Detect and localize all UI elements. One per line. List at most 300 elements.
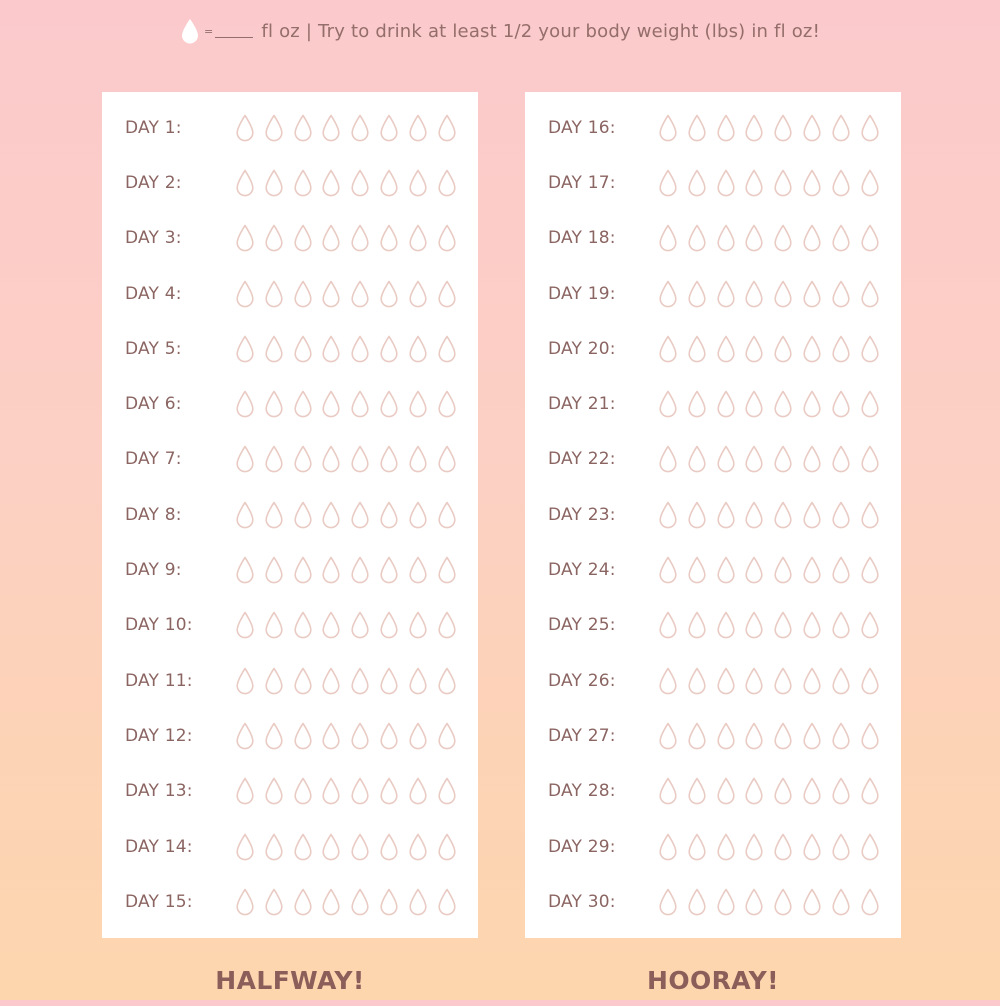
water-drop-icon[interactable] xyxy=(321,721,341,751)
water-drop-icon[interactable] xyxy=(773,721,793,751)
water-drop-icon[interactable] xyxy=(744,721,764,751)
water-drop-icon[interactable] xyxy=(350,334,370,364)
water-drop-icon[interactable] xyxy=(716,223,736,253)
water-drop-icon[interactable] xyxy=(744,389,764,419)
water-drop-icon[interactable] xyxy=(687,334,707,364)
water-drop-icon[interactable] xyxy=(264,168,284,198)
water-drop-icon[interactable] xyxy=(408,500,428,530)
water-drop-icon[interactable] xyxy=(831,666,851,696)
day-row xyxy=(525,211,901,266)
water-drop-icon[interactable] xyxy=(293,832,313,862)
water-drop-icon[interactable] xyxy=(716,721,736,751)
water-drop-icon[interactable] xyxy=(350,555,370,585)
day-label: DAY 21: xyxy=(548,394,616,415)
water-drop-icon[interactable] xyxy=(264,334,284,364)
water-drop-icon[interactable] xyxy=(831,334,851,364)
day-row xyxy=(525,653,901,708)
water-drop-icon[interactable] xyxy=(437,887,457,917)
day-label: DAY 18: xyxy=(548,228,616,249)
water-drop-icon[interactable] xyxy=(379,279,399,309)
water-drop-icon[interactable] xyxy=(687,555,707,585)
drop-tracker xyxy=(235,223,460,253)
water-drop-icon[interactable] xyxy=(408,168,428,198)
drop-tracker xyxy=(658,610,883,640)
day-row xyxy=(525,377,901,432)
water-drop-icon[interactable] xyxy=(860,776,880,806)
water-drop-icon[interactable] xyxy=(321,389,341,419)
water-drop-icon[interactable] xyxy=(658,279,678,309)
water-drop-icon[interactable] xyxy=(321,334,341,364)
days-panel-16-30 xyxy=(525,92,901,938)
water-drop-icon[interactable] xyxy=(293,334,313,364)
water-drop-icon[interactable] xyxy=(321,776,341,806)
water-drop-icon[interactable] xyxy=(687,721,707,751)
water-drop-icon[interactable] xyxy=(860,168,880,198)
water-drop-icon[interactable] xyxy=(350,500,370,530)
water-drop-icon[interactable] xyxy=(350,832,370,862)
water-drop-icon[interactable] xyxy=(773,610,793,640)
drop-tracker xyxy=(235,887,460,917)
drop-tracker xyxy=(658,334,883,364)
water-drop-icon[interactable] xyxy=(264,666,284,696)
water-drop-icon[interactable] xyxy=(437,113,457,143)
water-drop-icon[interactable] xyxy=(321,113,341,143)
water-drop-icon[interactable] xyxy=(379,389,399,419)
water-drop-icon[interactable] xyxy=(687,776,707,806)
water-drop-icon[interactable] xyxy=(716,279,736,309)
drop-tracker xyxy=(658,113,883,143)
water-drop-icon[interactable] xyxy=(831,223,851,253)
day-label: DAY 26: xyxy=(548,670,616,691)
water-drop-icon[interactable] xyxy=(264,389,284,419)
water-drop-icon[interactable] xyxy=(350,444,370,474)
water-drop-icon[interactable] xyxy=(264,610,284,640)
water-drop-icon[interactable] xyxy=(350,666,370,696)
water-drop-icon[interactable] xyxy=(293,389,313,419)
water-drop-icon[interactable] xyxy=(321,500,341,530)
water-drop-icon[interactable] xyxy=(744,168,764,198)
water-drop-icon[interactable] xyxy=(831,555,851,585)
water-drop-icon[interactable] xyxy=(773,500,793,530)
water-drop-icon[interactable] xyxy=(860,721,880,751)
water-drop-icon[interactable] xyxy=(687,223,707,253)
water-drop-icon[interactable] xyxy=(658,666,678,696)
water-drop-icon[interactable] xyxy=(235,666,255,696)
water-drop-icon[interactable] xyxy=(379,223,399,253)
water-drop-icon[interactable] xyxy=(687,666,707,696)
water-drop-icon[interactable] xyxy=(350,721,370,751)
drop-tracker xyxy=(235,500,460,530)
water-drop-icon[interactable] xyxy=(716,113,736,143)
water-drop-icon[interactable] xyxy=(408,113,428,143)
day-label: DAY 15: xyxy=(125,891,193,912)
water-drop-icon[interactable] xyxy=(658,389,678,419)
water-drop-icon[interactable] xyxy=(437,500,457,530)
water-drop-icon[interactable] xyxy=(773,223,793,253)
day-label: DAY 20: xyxy=(548,338,616,359)
water-drop-icon[interactable] xyxy=(831,444,851,474)
water-drop-icon[interactable] xyxy=(379,334,399,364)
water-drop-icon[interactable] xyxy=(379,168,399,198)
water-drop-icon[interactable] xyxy=(716,168,736,198)
water-drop-icon[interactable] xyxy=(293,113,313,143)
water-drop-icon[interactable] xyxy=(860,334,880,364)
water-drop-icon[interactable] xyxy=(321,555,341,585)
water-drop-icon[interactable] xyxy=(235,168,255,198)
water-drop-icon[interactable] xyxy=(293,223,313,253)
equals-sign: = xyxy=(204,24,214,38)
day-label: DAY 25: xyxy=(548,615,616,636)
day-label: DAY 4: xyxy=(125,283,182,304)
water-drop-icon[interactable] xyxy=(293,666,313,696)
water-drop-icon[interactable] xyxy=(860,444,880,474)
water-drop-icon[interactable] xyxy=(350,887,370,917)
drop-tracker xyxy=(658,666,883,696)
water-drop-icon[interactable] xyxy=(773,168,793,198)
water-drop-icon[interactable] xyxy=(773,555,793,585)
hooray-label: HOORAY! xyxy=(647,966,779,995)
water-drop-icon[interactable] xyxy=(744,223,764,253)
instruction-text: fl oz | Try to drink at least 1/2 your body weight (lbs) in fl oz! xyxy=(261,20,820,42)
water-drop-icon[interactable] xyxy=(350,610,370,640)
water-drop-icon[interactable] xyxy=(744,610,764,640)
ounces-blank-line[interactable] xyxy=(215,25,253,38)
water-drop-icon[interactable] xyxy=(773,776,793,806)
day-row xyxy=(525,819,901,874)
water-drop-icon[interactable] xyxy=(437,776,457,806)
water-drop-icon[interactable] xyxy=(716,610,736,640)
water-drop-icon[interactable] xyxy=(802,334,822,364)
water-drop-icon[interactable] xyxy=(831,721,851,751)
day-row xyxy=(525,266,901,321)
drop-tracker xyxy=(235,721,460,751)
water-drop-icon[interactable] xyxy=(264,279,284,309)
water-drop-icon[interactable] xyxy=(235,444,255,474)
water-drop-icon[interactable] xyxy=(773,113,793,143)
water-drop-icon[interactable] xyxy=(321,168,341,198)
water-drop-icon[interactable] xyxy=(408,389,428,419)
water-drop-icon[interactable] xyxy=(831,832,851,862)
drop-tracker xyxy=(235,832,460,862)
water-drop-icon[interactable] xyxy=(860,887,880,917)
water-drop-icon[interactable] xyxy=(235,610,255,640)
day-label: DAY 2: xyxy=(125,172,182,193)
water-drop-icon[interactable] xyxy=(658,887,678,917)
day-row xyxy=(102,542,478,597)
water-drop-icon[interactable] xyxy=(831,776,851,806)
water-drop-icon[interactable] xyxy=(831,113,851,143)
water-drop-icon[interactable] xyxy=(802,279,822,309)
water-drop-icon[interactable] xyxy=(235,113,255,143)
water-drop-icon[interactable] xyxy=(802,776,822,806)
water-drop-icon[interactable] xyxy=(235,223,255,253)
water-drop-icon[interactable] xyxy=(321,832,341,862)
water-drop-icon[interactable] xyxy=(658,721,678,751)
water-drop-icon[interactable] xyxy=(408,666,428,696)
water-drop-icon[interactable] xyxy=(293,444,313,474)
water-drop-icon[interactable] xyxy=(321,444,341,474)
water-drop-icon[interactable] xyxy=(744,279,764,309)
water-drop-icon[interactable] xyxy=(860,610,880,640)
drop-tracker xyxy=(235,610,460,640)
water-drop-icon[interactable] xyxy=(437,223,457,253)
water-drop-icon[interactable] xyxy=(658,500,678,530)
water-drop-icon[interactable] xyxy=(379,555,399,585)
day-row xyxy=(102,764,478,819)
water-drop-icon[interactable] xyxy=(658,776,678,806)
water-drop-icon[interactable] xyxy=(716,832,736,862)
water-drop-icon[interactable] xyxy=(716,389,736,419)
day-label: DAY 23: xyxy=(548,504,616,525)
water-drop-icon[interactable] xyxy=(235,334,255,364)
water-drop-icon[interactable] xyxy=(860,500,880,530)
water-drop-icon[interactable] xyxy=(264,832,284,862)
water-drop-icon[interactable] xyxy=(744,113,764,143)
day-label: DAY 12: xyxy=(125,725,193,746)
water-drop-icon[interactable] xyxy=(802,610,822,640)
water-drop-icon[interactable] xyxy=(293,279,313,309)
water-drop-icon[interactable] xyxy=(802,389,822,419)
water-drop-icon[interactable] xyxy=(744,776,764,806)
water-drop-icon[interactable] xyxy=(773,887,793,917)
water-drop-icon[interactable] xyxy=(437,666,457,696)
day-row xyxy=(525,155,901,210)
water-drop-icon[interactable] xyxy=(408,334,428,364)
water-drop-icon[interactable] xyxy=(321,887,341,917)
water-drop-icon[interactable] xyxy=(321,666,341,696)
water-drop-icon[interactable] xyxy=(235,279,255,309)
water-drop-icon[interactable] xyxy=(379,666,399,696)
water-drop-icon[interactable] xyxy=(293,168,313,198)
water-drop-icon[interactable] xyxy=(716,555,736,585)
drop-tracker xyxy=(235,444,460,474)
water-drop-icon[interactable] xyxy=(379,776,399,806)
water-drop-icon[interactable] xyxy=(716,887,736,917)
water-drop-icon[interactable] xyxy=(831,279,851,309)
day-row xyxy=(525,100,901,155)
day-row xyxy=(525,542,901,597)
day-row xyxy=(525,487,901,542)
water-drop-icon[interactable] xyxy=(408,279,428,309)
day-label: DAY 6: xyxy=(125,394,182,415)
day-row xyxy=(525,874,901,929)
water-drop-icon[interactable] xyxy=(773,666,793,696)
water-drop-icon[interactable] xyxy=(658,444,678,474)
drop-tracker xyxy=(658,887,883,917)
water-drop-icon[interactable] xyxy=(744,555,764,585)
water-drop-icon[interactable] xyxy=(687,279,707,309)
water-drop-icon[interactable] xyxy=(860,279,880,309)
drop-tracker xyxy=(658,500,883,530)
day-row xyxy=(525,764,901,819)
water-drop-icon[interactable] xyxy=(716,334,736,364)
day-row xyxy=(102,432,478,487)
water-drop-icon[interactable] xyxy=(744,832,764,862)
water-drop-icon[interactable] xyxy=(658,223,678,253)
days-panel-1-15 xyxy=(102,92,478,938)
water-drop-icon[interactable] xyxy=(831,168,851,198)
water-drop-icon[interactable] xyxy=(379,500,399,530)
water-drop-icon[interactable] xyxy=(350,223,370,253)
water-drop-icon[interactable] xyxy=(744,666,764,696)
water-drop-icon[interactable] xyxy=(408,776,428,806)
water-drop-icon[interactable] xyxy=(860,555,880,585)
day-row xyxy=(102,155,478,210)
water-drop-icon[interactable] xyxy=(350,776,370,806)
water-drop-icon[interactable] xyxy=(379,113,399,143)
water-drop-icon[interactable] xyxy=(235,887,255,917)
water-drop-icon[interactable] xyxy=(831,389,851,419)
water-drop-icon[interactable] xyxy=(687,389,707,419)
water-drop-icon[interactable] xyxy=(716,776,736,806)
water-drop-icon[interactable] xyxy=(235,389,255,419)
day-label: DAY 27: xyxy=(548,725,616,746)
water-drop-icon[interactable] xyxy=(408,223,428,253)
drop-tracker xyxy=(235,555,460,585)
water-drop-icon[interactable] xyxy=(860,113,880,143)
water-drop-icon[interactable] xyxy=(408,610,428,640)
water-drop-icon[interactable] xyxy=(437,444,457,474)
water-drop-icon[interactable] xyxy=(437,279,457,309)
water-drop-icon[interactable] xyxy=(408,832,428,862)
drop-tracker xyxy=(658,721,883,751)
water-drop-icon[interactable] xyxy=(408,555,428,585)
water-drop-icon[interactable] xyxy=(802,500,822,530)
day-row xyxy=(102,874,478,929)
drop-tracker xyxy=(658,776,883,806)
water-drop-icon[interactable] xyxy=(802,168,822,198)
water-drop-icon[interactable] xyxy=(408,887,428,917)
water-drop-icon[interactable] xyxy=(802,555,822,585)
water-drop-icon[interactable] xyxy=(293,610,313,640)
water-drop-icon[interactable] xyxy=(687,444,707,474)
water-drop-icon[interactable] xyxy=(860,666,880,696)
water-drop-icon[interactable] xyxy=(235,776,255,806)
water-drop-icon[interactable] xyxy=(293,776,313,806)
water-drop-icon[interactable] xyxy=(264,223,284,253)
water-drop-icon[interactable] xyxy=(802,223,822,253)
water-drop-icon[interactable] xyxy=(744,334,764,364)
water-drop-icon[interactable] xyxy=(658,168,678,198)
water-drop-icon[interactable] xyxy=(264,776,284,806)
water-drop-icon[interactable] xyxy=(802,721,822,751)
water-drop-icon[interactable] xyxy=(831,500,851,530)
water-drop-icon[interactable] xyxy=(773,334,793,364)
drop-tracker xyxy=(235,279,460,309)
water-drop-icon[interactable] xyxy=(658,113,678,143)
water-drop-icon[interactable] xyxy=(658,610,678,640)
water-drop-icon[interactable] xyxy=(687,832,707,862)
day-label: DAY 7: xyxy=(125,449,182,470)
water-drop-icon[interactable] xyxy=(379,610,399,640)
water-drop-icon[interactable] xyxy=(437,832,457,862)
water-drop-icon[interactable] xyxy=(687,113,707,143)
day-row xyxy=(525,708,901,763)
water-drop-icon[interactable] xyxy=(716,444,736,474)
water-drop-icon[interactable] xyxy=(408,444,428,474)
day-label: DAY 17: xyxy=(548,172,616,193)
water-drop-icon[interactable] xyxy=(437,334,457,364)
water-drop-icon[interactable] xyxy=(658,832,678,862)
water-drop-icon[interactable] xyxy=(379,721,399,751)
day-row xyxy=(102,487,478,542)
water-drop-icon[interactable] xyxy=(437,555,457,585)
day-row xyxy=(102,266,478,321)
water-drop-icon[interactable] xyxy=(235,832,255,862)
water-drop-icon[interactable] xyxy=(773,444,793,474)
water-drop-icon[interactable] xyxy=(408,721,428,751)
water-drop-icon[interactable] xyxy=(293,555,313,585)
water-drop-icon[interactable] xyxy=(321,610,341,640)
water-drop-icon[interactable] xyxy=(716,500,736,530)
water-drop-icon[interactable] xyxy=(860,389,880,419)
day-label: DAY 22: xyxy=(548,449,616,470)
water-drop-icon[interactable] xyxy=(687,168,707,198)
water-drop-icon[interactable] xyxy=(687,500,707,530)
water-drop-icon[interactable] xyxy=(350,113,370,143)
water-drop-icon[interactable] xyxy=(802,444,822,474)
water-drop-icon[interactable] xyxy=(264,887,284,917)
water-drop-icon[interactable] xyxy=(744,444,764,474)
water-drop-icon[interactable] xyxy=(350,279,370,309)
water-drop-icon[interactable] xyxy=(235,721,255,751)
day-row xyxy=(102,653,478,708)
day-row xyxy=(102,211,478,266)
water-drop-icon[interactable] xyxy=(379,887,399,917)
water-drop-icon[interactable] xyxy=(321,279,341,309)
water-drop-icon[interactable] xyxy=(802,887,822,917)
water-drop-icon[interactable] xyxy=(716,666,736,696)
water-drop-icon[interactable] xyxy=(437,168,457,198)
water-drop-icon[interactable] xyxy=(437,721,457,751)
water-drop-icon[interactable] xyxy=(293,721,313,751)
water-drop-icon[interactable] xyxy=(802,666,822,696)
water-drop-icon[interactable] xyxy=(773,832,793,862)
water-drop-icon[interactable] xyxy=(687,887,707,917)
water-drop-icon[interactable] xyxy=(235,555,255,585)
water-drop-icon[interactable] xyxy=(744,500,764,530)
water-drop-icon[interactable] xyxy=(773,279,793,309)
water-drop-icon[interactable] xyxy=(658,334,678,364)
water-drop-icon[interactable] xyxy=(744,887,764,917)
water-drop-icon[interactable] xyxy=(264,444,284,474)
water-drop-icon[interactable] xyxy=(860,832,880,862)
water-drop-icon[interactable] xyxy=(264,721,284,751)
water-drop-icon[interactable] xyxy=(293,887,313,917)
water-drop-icon[interactable] xyxy=(658,555,678,585)
water-drop-icon[interactable] xyxy=(379,444,399,474)
water-drop-icon[interactable] xyxy=(687,610,707,640)
day-label: DAY 19: xyxy=(548,283,616,304)
water-drop-icon[interactable] xyxy=(860,223,880,253)
water-drop-icon[interactable] xyxy=(437,389,457,419)
water-drop-icon[interactable] xyxy=(321,223,341,253)
water-drop-icon[interactable] xyxy=(831,887,851,917)
water-drop-icon[interactable] xyxy=(350,168,370,198)
water-drop-icon[interactable] xyxy=(264,500,284,530)
water-drop-icon[interactable] xyxy=(293,500,313,530)
water-drop-icon[interactable] xyxy=(831,610,851,640)
water-drop-icon[interactable] xyxy=(264,113,284,143)
water-drop-icon[interactable] xyxy=(802,113,822,143)
water-drop-icon[interactable] xyxy=(264,555,284,585)
water-drop-icon[interactable] xyxy=(235,500,255,530)
water-drop-icon[interactable] xyxy=(802,832,822,862)
water-drop-icon[interactable] xyxy=(437,610,457,640)
water-drop-icon[interactable] xyxy=(350,389,370,419)
water-drop-icon[interactable] xyxy=(773,389,793,419)
water-drop-icon[interactable] xyxy=(379,832,399,862)
